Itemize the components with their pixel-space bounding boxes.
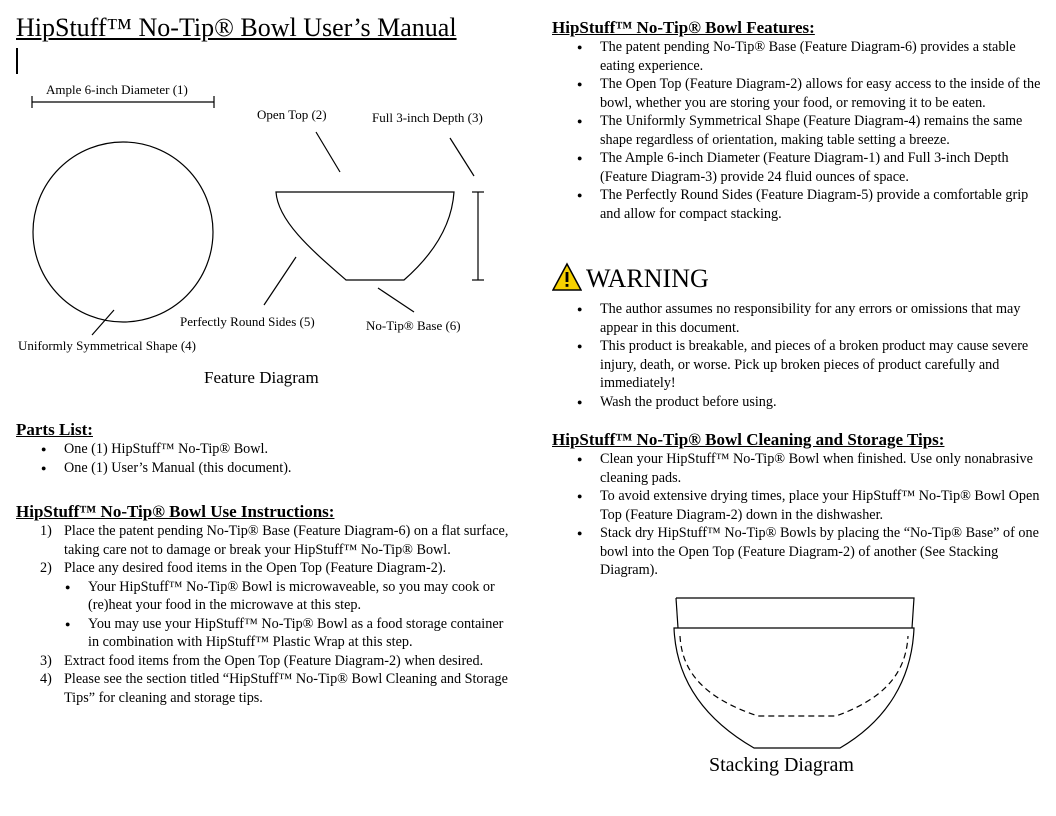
list-item: ● You may use your HipStuff™ No-Tip® Bowl as a food storage container in combination with HipStuff™ Plastic Wrap at this step. xyxy=(88,615,514,652)
list-item: ● Wash the product before using. xyxy=(600,393,1048,412)
features-section xyxy=(552,18,1048,223)
list-item: ● One (1) HipStuff™ No-Tip® Bowl. xyxy=(64,440,526,459)
stacking-diagram xyxy=(552,590,1048,790)
parts-list-heading: Parts List: xyxy=(16,420,93,439)
list-item: 2) Place any desired food items in the Open Top (Feature Diagram-2). ● Your HipStuff™ No-Tip® Bowl is microwaveable, so you may cook or (re)heat your food in the microwave at this step. ● You may use your HipStuff™ No-Tip® Bowl as a food storage container in combination with HipStuff™ Plastic Wrap at this step. xyxy=(64,559,514,652)
warning-title: WARNING xyxy=(586,264,709,293)
features-heading: HipStuff™ No-Tip® Bowl Features: xyxy=(552,18,815,37)
stacking-diagram-caption: Stacking Diagram xyxy=(709,754,854,776)
list-item: ● One (1) User’s Manual (this document). xyxy=(64,459,526,478)
lower-bowl-outline xyxy=(674,628,914,748)
list-item: 4) Please see the section titled “HipStuff™ No-Tip® Bowl Cleaning and Storage Tips” for cleaning and storage tips. xyxy=(40,671,508,706)
bowl-side-view xyxy=(276,192,454,280)
manual-title: HipStuff™ No-Tip® Bowl User’s Manual xyxy=(16,13,457,42)
warning-triangle-icon xyxy=(552,262,582,292)
list-item: ● Clean your HipStuff™ No-Tip® Bowl when finished. Use only nonabrasive cleaning pads. xyxy=(600,450,1048,487)
feature-diagram xyxy=(16,0,526,400)
list-item: ● This product is breakable, and pieces of a broken product may cause severe injury, death, or worse. Pick up broken pieces of product carefully and immediately! xyxy=(600,337,1048,393)
use-instructions-heading: HipStuff™ No-Tip® Bowl Use Instructions: xyxy=(16,502,335,521)
upper-bowl-outline xyxy=(676,598,914,628)
label-depth: Full 3-inch Depth (3) xyxy=(372,110,483,125)
label-base: No-Tip® Base (6) xyxy=(366,318,461,333)
use-instructions-section xyxy=(16,502,526,707)
list-item: ● The patent pending No-Tip® Base (Feature Diagram-6) provides a stable eating experience. xyxy=(600,38,1048,75)
list-item: ● Stack dry HipStuff™ No-Tip® Bowls by placing the “No-Tip® Base” of one bowl into the Open Top (Feature Diagram-2) of another (See Stacking Diagram). xyxy=(600,524,1048,580)
list-item: ● To avoid extensive drying times, place your HipStuff™ No-Tip® Bowl Open Top (Feature Diagram-2) down in the dishwasher. xyxy=(600,487,1048,524)
label-symmetric: Uniformly Symmetrical Shape (4) xyxy=(18,338,196,353)
parts-list xyxy=(16,440,526,477)
nested-bowl-dashed xyxy=(680,636,908,716)
warning-list xyxy=(552,300,1048,411)
list-item: ● The Ample 6-inch Diameter (Feature Diagram-1) and Full 3-inch Depth (Feature Diagram-3) provide 24 fluid ounces of space. xyxy=(600,149,1048,186)
list-item: 1) Place the patent pending No-Tip® Base (Feature Diagram-6) on a flat surface, taking care not to damage or break your HipStuff™ No-Tip® Bowl. xyxy=(40,523,509,558)
warning-section xyxy=(552,300,1048,411)
list-item: 3) Extract food items from the Open Top (Feature Diagram-2) when desired. xyxy=(40,652,484,669)
list-item: ● The Open Top (Feature Diagram-2) allows for easy access to the inside of the bowl, whether you are storing your food, or removing it to be eaten. xyxy=(600,75,1048,112)
label-round-sides: Perfectly Round Sides (5) xyxy=(180,314,315,329)
list-item: ● Your HipStuff™ No-Tip® Bowl is microwaveable, so you may cook or (re)heat your food in the microwave at this step. xyxy=(88,578,514,615)
list-item: ● The author assumes no responsibility for any errors or omissions that may appear in this document. xyxy=(600,300,1048,337)
bowl-top-view-circle xyxy=(33,142,213,322)
feature-diagram-caption: Feature Diagram xyxy=(204,368,319,387)
label-diameter: Ample 6-inch Diameter (1) xyxy=(46,82,188,97)
sub-list xyxy=(64,578,514,652)
features-list xyxy=(552,38,1048,223)
use-instructions-list xyxy=(16,522,526,707)
stacking-diagram-drawing xyxy=(552,590,1048,760)
cleaning-list xyxy=(552,450,1048,580)
parts-list-section xyxy=(16,420,526,477)
cleaning-section xyxy=(552,430,1048,580)
list-item: ● The Perfectly Round Sides (Feature Diagram-5) provide a comfortable grip and allow for compact stacking. xyxy=(600,186,1048,223)
cleaning-heading: HipStuff™ No-Tip® Bowl Cleaning and Storage Tips: xyxy=(552,430,945,449)
list-item: ● The Uniformly Symmetrical Shape (Feature Diagram-4) remains the same shape regardless of orientation, making table setting a breeze. xyxy=(600,112,1048,149)
label-open-top: Open Top (2) xyxy=(257,107,327,122)
